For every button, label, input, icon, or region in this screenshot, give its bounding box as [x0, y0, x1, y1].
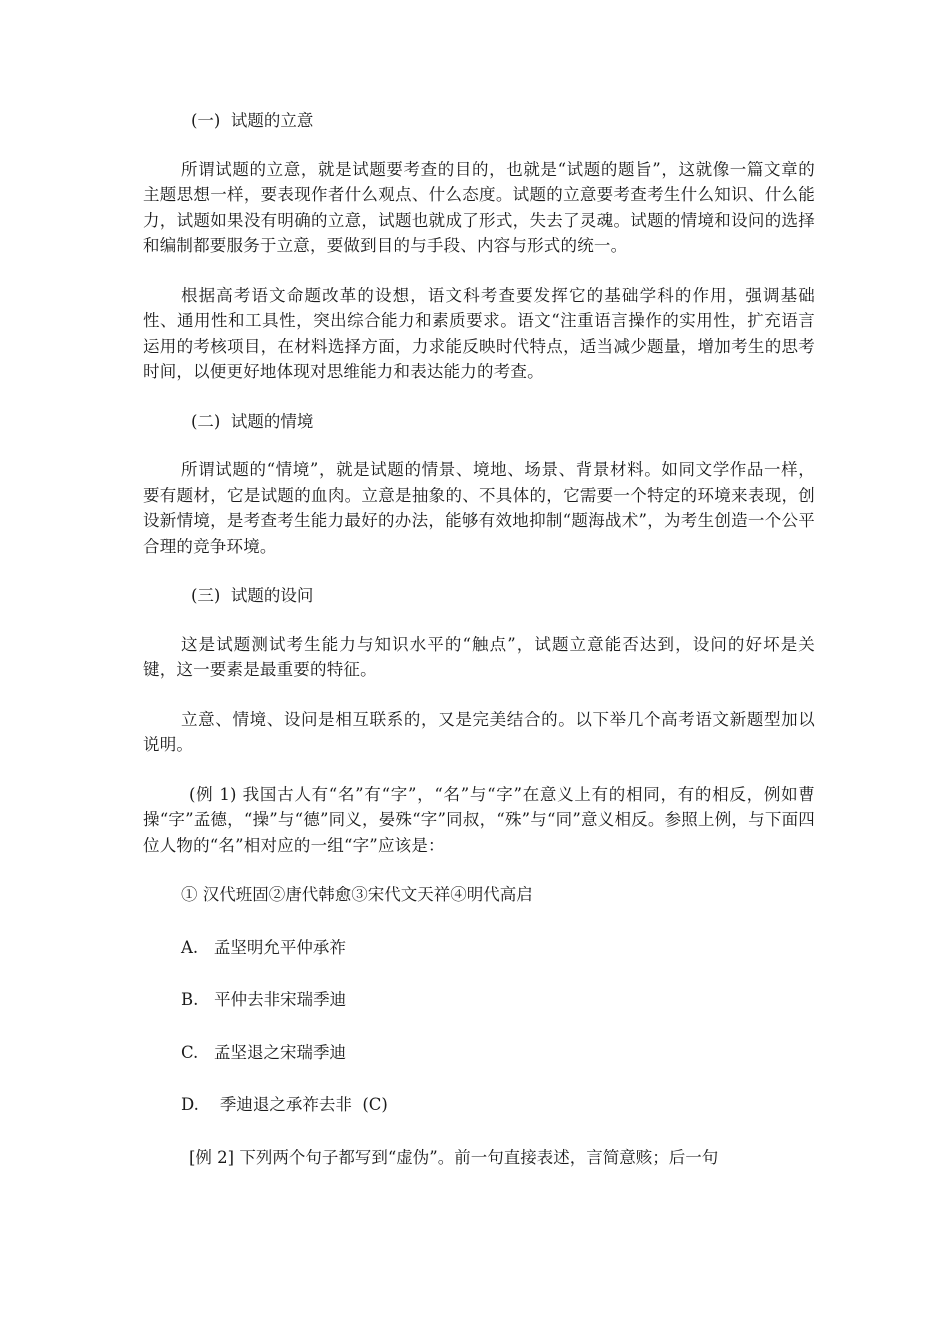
section-1-heading: (一) 试题的立意 — [191, 111, 314, 130]
section-3-paragraph-1: 这是试题测试考生能力与知识水平的“触点”，试题立意能否达到，设问的好坏是关键，这一要素是最重要的特征。 — [143, 634, 815, 679]
section-3-heading: (三) 试题的设问 — [191, 586, 314, 605]
example-1-option-d: D. 季迪退之承祚去非 (C) — [181, 1095, 388, 1114]
section-1-paragraph-2: 根据高考语文命题改革的设想，语文科考查要发挥它的基础学科的作用，强调基础性、通用性和工具性，突出综合能力和素质要求。语文“注重语言操作的实用性，扩充语言运用的考核项目，在材料选择方面，力求能反映时代特点，适当减少题量，增加考生的思考时间，以便更好地体现对思维能力和表达能力的考查。 — [143, 285, 815, 381]
document-page — [143, 108, 815, 1170]
example-1-option-b: B. 平仲去非宋瑞季迪 — [181, 990, 347, 1009]
section-2-heading: (二) 试题的情境 — [191, 411, 314, 431]
section-2-paragraph-1: 所谓试题的“情境”，就是试题的情景、境地、场景、背景材料。如同文学作品一样，要有题材，它是试题的血肉。立意是抽象的、不具体的，它需要一个特定的环境来表现，创设新情境，是考查考生能力最好的办法，能够有效地抑制“题海战术”，为考生创造一个公平合理的竞争环境。 — [143, 460, 815, 556]
example-1-option-a: A. 孟坚明允平仲承祚 — [181, 937, 346, 957]
example-1-names-list: ① 汉代班固②唐代韩愈③宋代文天祥④明代高启 — [181, 885, 533, 904]
example-1-stem: (例 1) 我国古人有“名”有“字”，“名”与“字”在意义上有的相同，有的相反，例如曹操“字”孟德，“操”与“德”同义，晏殊“字”同叔，“殊”与“同”意义相反。参照上例，与下面四位人物的“名”相对应的一组“字”应该是： — [143, 784, 815, 855]
section-1-paragraph-1: 所谓试题的立意，就是试题要考查的目的，也就是“试题的题旨”，这就像一篇文章的主题思想一样，要表现作者什么观点、什么态度。试题的立意要考查考生什么知识、什么能力，试题如果没有明确的立意，试题也就成了形式，失去了灵魂。试题的情境和设问的选择和编制都要服务于立意，要做到目的与手段、内容与形式的统一。 — [143, 159, 815, 255]
example-1-option-c: C. 孟坚退之宋瑞季迪 — [181, 1042, 347, 1062]
section-3-paragraph-2: 立意、情境、设问是相互联系的，又是完美结合的。以下举几个高考语文新题型加以说明。 — [143, 709, 815, 754]
example-2-stem: [例 2] 下列两个句子都写到“虚伪”。前一句直接表述，言简意赅；后一句 — [189, 1147, 719, 1167]
